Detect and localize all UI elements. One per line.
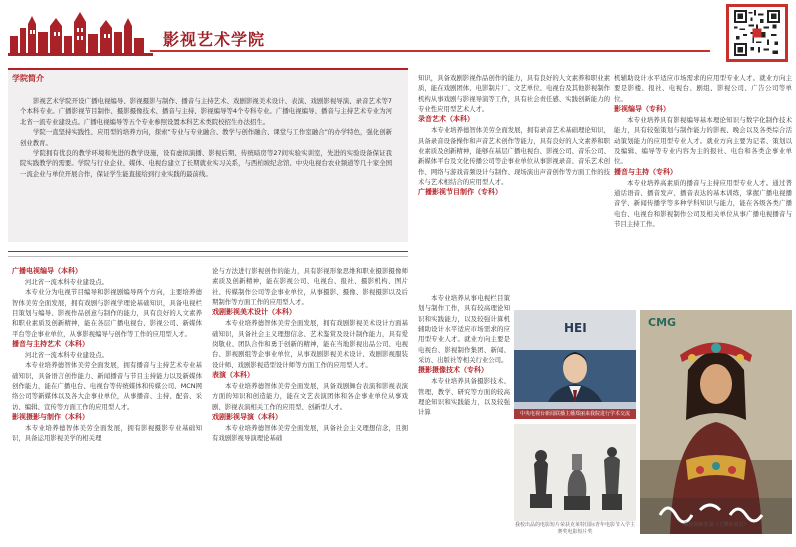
page-header: [0, 0, 796, 62]
section-heading: 广播电视编导（本科）: [12, 267, 82, 275]
section-text: 本专业培养德智体美劳全面发展，具备社会主义理想信念，且拥有戏剧影视导演理论基础: [212, 424, 408, 443]
column-3: [418, 73, 610, 198]
section-text: 论与方法进行影视创作的能力，具有影视形象思维和职业摄影摄像师素质及创新精神，能在影视公司、电视台、报社、摄影机构、图片社、传媒制作公司等企事业单位，从事摄影、摄像、影视摄影以及后期制作等方面工作的应用型人才。: [212, 267, 408, 307]
photo-caption: 中央电视台新闻联播主播郑丽来我院进行学术交流: [514, 409, 636, 419]
intro-heading: 学院简介: [12, 74, 44, 83]
column-4: [614, 73, 792, 229]
section-divider: [8, 256, 408, 257]
photo-anchor-studio: [514, 310, 636, 419]
intro-paragraph: 学院一直坚持实践性、应用型的培养方向，探索“专业与专业融合、教学与创作融合、课堂与工作室融合”的办学特色，强化创新创业教育。: [20, 128, 392, 147]
screen-text: HEI: [564, 321, 587, 335]
section-heading: 摄影摄像技术（专科）: [418, 366, 488, 375]
section-text: 本专业培养德智体美劳全面发展，拥有播音与主持艺术专业基础知识，具备语言创作能力、新闻播音与节目主持能力以及新媒体创作能力，能在广播电台、电视台等传统媒体和传媒公司、MCN网络公司等新媒体以及各大企事业单位，从事播音、主持、配音、采访、编辑、宣传等方面工作的应用型人才。: [12, 361, 202, 411]
qr-code: [726, 4, 788, 62]
page-title: 影视艺术学院: [163, 30, 266, 49]
section-text: 本专业培养从事电视栏目策划与制作工作，具有较高理论知识和实践能力，以及较强计算机辅助设计水平适应市场需求的应用型专业人才。就业方向主要是电视台、影视制作集团、新闻、采访、出版社等相关行业公司。: [418, 294, 510, 365]
column-3-narrow: [418, 293, 510, 418]
section-heading: 表演（本科）: [212, 371, 254, 380]
header-divider: [150, 50, 710, 52]
section-text: 本专业培养德智体美劳全面发展，拥有影视摄影专业基础知识，具备运用影视美学的相关理: [12, 424, 202, 443]
section-divider: [8, 251, 408, 252]
photo-caption: 我校教师参演《王牌炊事员》: [683, 522, 749, 528]
section-heading: 播音与主持（专科）: [614, 167, 677, 176]
section-heading: 戏剧影视导演（本科）: [212, 413, 282, 422]
section-text: 机辅助设计水平适应市场需求的应用型专业人才。就业方向主要是影楼、报社、电视台、剧组、影视公司、广告公司等单位。: [614, 74, 792, 103]
section-text: 本专业培养德智体美劳全面发展，具备戏剧舞台表演和影视表演方面的知识和创造能力，能在文艺表演团体和各企事业单位从事戏剧、影视表演相关工作的应用型、创新型人才。: [212, 382, 408, 411]
section-text: 河北省一流本科专业建设点。: [25, 351, 109, 360]
intro-paragraph: 学院拥有优良的教学环境和先进的教学设施，设有虚拟演播、影视后期、传统暗房等27间实验实训室，先进的实验设备保证我院实践教学的需要。学院与行业企业、媒体、电视台建立了长期就业实习关系，与西柏坡纪念馆、中央电视台农业频道等几十家全国一流企业与单位开展合作，保证学生能直接给到行业实践的最前线。: [20, 149, 392, 178]
section-text: 河北省一流本科专业建设点。: [25, 278, 109, 286]
section-heading: 广播影视节目制作（专科）: [418, 188, 502, 197]
section-text: 本专业培养具有影视编导基本理论知识与数字化制作技术能力，具有较强策划与制作能力的影视、晚会以及各类综合活动策划能力的应用型专业人才。就业方向主要为记者、策划以及编辑、编导等专业内容为主的报社、电台和各类企事业单位。: [614, 116, 792, 166]
section-text: 本专业培养德智体美劳全面发展，拥有戏剧影视美术设计方面基础知识，具备社会主义理想信念、艺术鉴赏及设计制作能力，具有爱岗敬业、团队合作和勇于创新的精神，能在当地影视出品公司、电视台、影视剧组等企事业单位，从事戏剧影视美术设计、戏剧影视服装设计师、戏剧影视造型设计师等方面工作的应用型人才。: [212, 319, 408, 369]
section-text: 本专业培养高素质的播音与主持应用型专业人才。通过普通话语音、播音发声、播音表达的基本训练，掌握广播电视播音学、新闻传播学等多种学科知识与能力，能在各级各类广播电台、电视台和影视制作公司及相关单位从事广播电视播音与节目主持工作。: [614, 178, 792, 229]
intro-paragraph: 影视艺术学院开设广播电视编导、影视摄影与制作、播音与主持艺术、戏剧影视美术设计、表演、戏剧影视导演、录音艺术等7个本科专业。广播影视节目制作、摄影摄像技术、播音与主持、影视编导等4个专科专业。广播电视编导、播音与主持艺术专业为河北省一流专业建设点。广播电视编导等五个专业参照设置本科艺术类院校招生办法招生。: [20, 97, 392, 126]
section-text: 本专业分为电视节目编导和影视剧编导两个方向，主要培养德智体美劳全面发展，拥有戏剧与影视学理论基础知识，具备电视栏目策划与编导、影视作品创意与制作的能力，具有良好的人文素养和职业素质及创新精神，能在各层广播电视台、影视公司、新媒体平台等企事业单位，从事影视编导与创作等工作的应用型人才。: [12, 288, 202, 338]
column-1: [12, 266, 202, 444]
qr-code-icon: [732, 10, 782, 56]
section-text: 本专业培养具备摄影技术、管理、教学、研究等方面的较高理论知识和实践能力，以及较强计算: [418, 377, 510, 417]
campus-skyline-icon: [8, 6, 153, 56]
cmg-logo: CMG: [648, 316, 677, 329]
section-heading: 影视摄影与制作（本科）: [12, 413, 89, 422]
intro-text: [20, 96, 392, 179]
section-heading: 录音艺术（本科）: [418, 115, 474, 124]
column-2: [212, 266, 408, 444]
section-text: 本专业培养德智体美劳全面发展，拥有录音艺术基础理论知识，具备录音设备操作和声音艺术创作等能力，具有良好的人文素养和职业素质及创新精神，能够在基层广播电视台、影视公司、音乐公司、新媒体平台及文化传播公司等企事业单位从事影视录音、音乐艺术创作、网络与游戏音频设计与制作、现场演出声音创作等方面工作的技术与艺术相结合的应用型人才。: [418, 126, 610, 187]
section-heading: 影视编导（专科）: [614, 105, 670, 114]
section-text: 知识，具备戏剧影视作品创作的能力，具有良好的人文素养和职业素质，能在戏剧团体、电影制片厂、文艺单位、电视台及其他影视制作机构从事戏剧与影视导演等工作，具有社会责任感、实践创新能力的专业性应用型艺术人才。: [418, 74, 610, 114]
section-heading: 播音与主持艺术（本科）: [12, 340, 89, 349]
photo-movie-poster: [640, 310, 792, 534]
photo-caption: 我校出品的电影短片荣获克莱特国际青年电影节入学主赛奖电影短片奖: [514, 522, 635, 535]
section-heading: 戏剧影视美术设计（本科）: [212, 308, 296, 317]
photo-award-trophies: [514, 424, 636, 521]
